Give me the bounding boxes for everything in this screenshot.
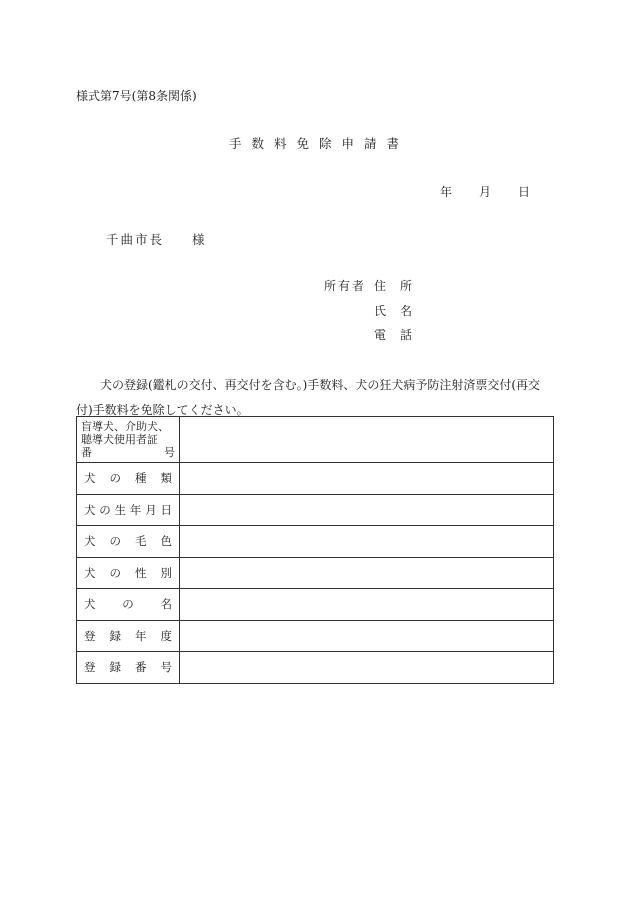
dog-info-table <box>76 416 554 684</box>
registration-year-label: 登録年度 <box>77 620 180 652</box>
phone-label: 電話 <box>374 328 427 342</box>
owner-label: 所有者 <box>324 279 367 293</box>
date-year-label: 年 <box>440 185 453 199</box>
table-row <box>77 494 554 526</box>
request-text: 犬の登録(鑑札の交付、再交付を含む。)手数料、犬の狂犬病予防注射済票交付(再交付)手数料を免除してください。 <box>76 378 541 417</box>
dog-name-field[interactable] <box>180 589 554 621</box>
dog-breed-label: 犬の種類 <box>77 463 180 495</box>
addressee-name: 千曲市長 <box>106 232 165 247</box>
table-row <box>77 463 554 495</box>
table-row <box>77 589 554 621</box>
certificate-label-line3: 番号 <box>81 446 175 459</box>
registration-number-field[interactable] <box>180 652 554 684</box>
certificate-label-line1: 盲導犬、介助犬、 <box>81 420 169 433</box>
certificate-label-line2: 聴導犬使用者証 <box>81 433 158 446</box>
dog-birthdate-field[interactable] <box>180 494 554 526</box>
table-row <box>77 620 554 652</box>
date-day-label: 日 <box>518 185 531 199</box>
certificate-number-field[interactable] <box>180 417 554 463</box>
dog-sex-field[interactable] <box>180 557 554 589</box>
date-month-label: 月 <box>479 185 492 199</box>
dog-coat-color-field[interactable] <box>180 526 554 558</box>
name-label: 氏名 <box>374 304 427 318</box>
dog-name-label: 犬の名 <box>77 589 180 621</box>
dog-sex-label: 犬の性別 <box>77 557 180 589</box>
table-row <box>77 526 554 558</box>
table-row <box>77 417 554 463</box>
dog-breed-field[interactable] <box>180 463 554 495</box>
document-title: 手数料免除申請書 <box>228 136 409 151</box>
addressee-honorific: 様 <box>192 232 205 247</box>
table-row <box>77 652 554 684</box>
address-label: 住所 <box>374 279 427 293</box>
table-row <box>77 557 554 589</box>
registration-year-field[interactable] <box>180 620 554 652</box>
addressee <box>106 230 205 248</box>
dog-birthdate-label: 犬の生年月日 <box>77 494 180 526</box>
form-number: 様式第7号(第8条関係) <box>76 89 197 103</box>
certificate-number-label <box>77 417 180 463</box>
dog-coat-color-label: 犬の毛色 <box>77 526 180 558</box>
registration-number-label: 登録番号 <box>77 652 180 684</box>
